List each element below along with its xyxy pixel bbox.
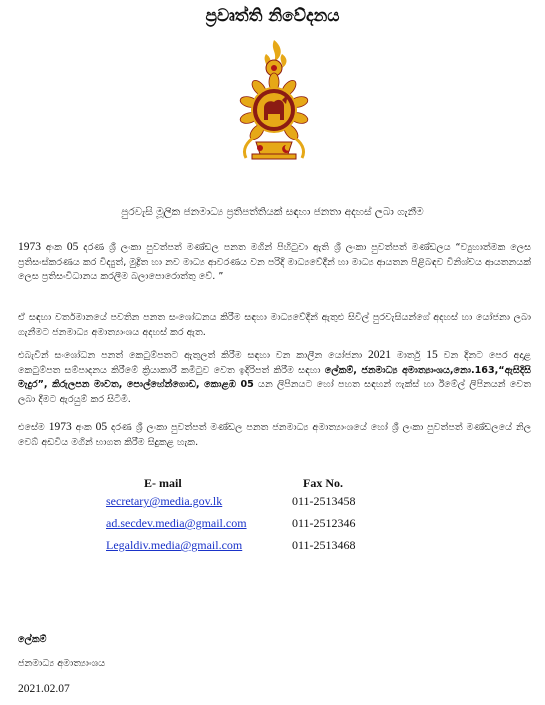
email-link[interactable]: Legaldiv.media@gmail.com	[106, 538, 243, 552]
email-column-header: E- mail	[144, 476, 182, 490]
page-title: ප්‍රවෘත්ති නිවේදනය	[205, 6, 340, 26]
ministry-address: ලේකම්, ජනමාධ්‍ය අමාත්‍යාංශය,නො.163,“ඇසිදිසි මැදුර”, කිරුලපන මාවත, පොල්හේන්ගොඩ, කොළඹ 05	[18, 364, 531, 390]
paragraph-submission	[18, 348, 531, 407]
paragraph-purpose: ඒ සඳහා වර්තමානයේ පවතින පනත සංශෝධනය කිරීම සඳහා මාධ්‍යවේදීන් ඇතුළු සිවිල් පුරවැසියන්ගේ අදහස් හා යෝජනා ලබා ගැනීමට ජනමාධ්‍ය අමාත්‍යාංශය අදහස් කර ඇත.	[18, 312, 531, 338]
email-link[interactable]: secretary@media.gov.lk	[106, 494, 223, 508]
para-text: වන දිනට පෙර අදාළ කෙටුම්පත සම්පාදනය කිරීමේ ක්‍රියාකාරී කමිටුව වෙත ඉදිරිපත් කිරීම සඳහා	[18, 350, 532, 376]
act-number: 05	[95, 421, 108, 433]
paragraph-download	[18, 420, 531, 450]
contact-row	[0, 538, 545, 556]
fax-number: 011-2512346	[292, 516, 356, 530]
paragraph-intro	[18, 240, 531, 285]
para-text: මාර්තු	[391, 350, 427, 361]
release-date: 2021.02.07	[18, 683, 70, 695]
fax-number: 011-2513468	[292, 538, 356, 552]
fax-number: 011-2513458	[292, 494, 356, 508]
para-text: අංක	[41, 242, 67, 253]
para-text: එසේම	[18, 422, 49, 433]
national-emblem-icon	[226, 38, 322, 166]
deadline-day: 15	[426, 349, 438, 361]
subject-heading: පුරවැසි මූලික ජනමාධ්‍ය ප්‍රතිපත්තියක් සඳහා ජනතා අදහස් ලබා ගැනීම	[121, 206, 424, 218]
act-number: 05	[66, 241, 79, 253]
para-text: යන ලිපිනයට හෝ පහත සඳහන් ෆැක්ස් හා ඊමේල් ලිපිනයන් වෙත ලබා දීමට ඇරයුම් කර සිටිමි.	[18, 379, 531, 405]
signatory-title: ලේකම්	[18, 634, 47, 645]
contact-row	[0, 516, 545, 534]
act-year: 1973	[18, 241, 41, 253]
deadline-year: 2021	[368, 349, 392, 361]
contact-row	[0, 494, 545, 512]
para-text: එබැවින් සංශෝධන පනත් කෙටුම්පතට ඇතුලත් කිරීම සඳහා වන කාලීන යෝජනා	[18, 350, 369, 361]
signatory-ministry: ජනමාධ්‍ය අමාත්‍යාංශය	[18, 658, 106, 669]
para-text: දරණ ශ්‍රී ලංකා පුවත්පත් මණ්ඩල පනත ජනමාධ්‍ය අමාත්‍යාංශයේ හෝ ශ්‍රී ලංකා පුවත්පත් මණ්ඩලයේ නිල වෙබ් අඩවිය මගින් භාගත කිරීම සිදුකළ හැක.	[18, 422, 532, 448]
act-year: 1973	[48, 421, 72, 433]
fax-column-header: Fax No.	[303, 476, 343, 490]
para-text: අංක	[71, 422, 96, 433]
email-link[interactable]: ad.secdev.media@gmail.com	[106, 516, 247, 530]
para-text: දරණ ශ්‍රී ලංකා පුවත්පත් මණ්ඩල පනත මගින් පිහිටුවා ඇති ශ්‍රී ලංකා පුවත්පත් මණ්ඩලය “ව්‍යුහාත්මක ලෙස ප්‍රතිසංස්කරණය කර විද්‍යුත්, මුද්‍රිත හා නව මාධ්‍ය ආවරණය වන පරිදි මාධ්‍යවේදීන් හා මාධ්‍ය ආයතන පිළිබඳව විනිශ්චය ආයතනයක් ලෙස ප්‍රතිසංවිධානය කරලීම බලාපොරොත්තු වේ. ”	[18, 242, 531, 282]
